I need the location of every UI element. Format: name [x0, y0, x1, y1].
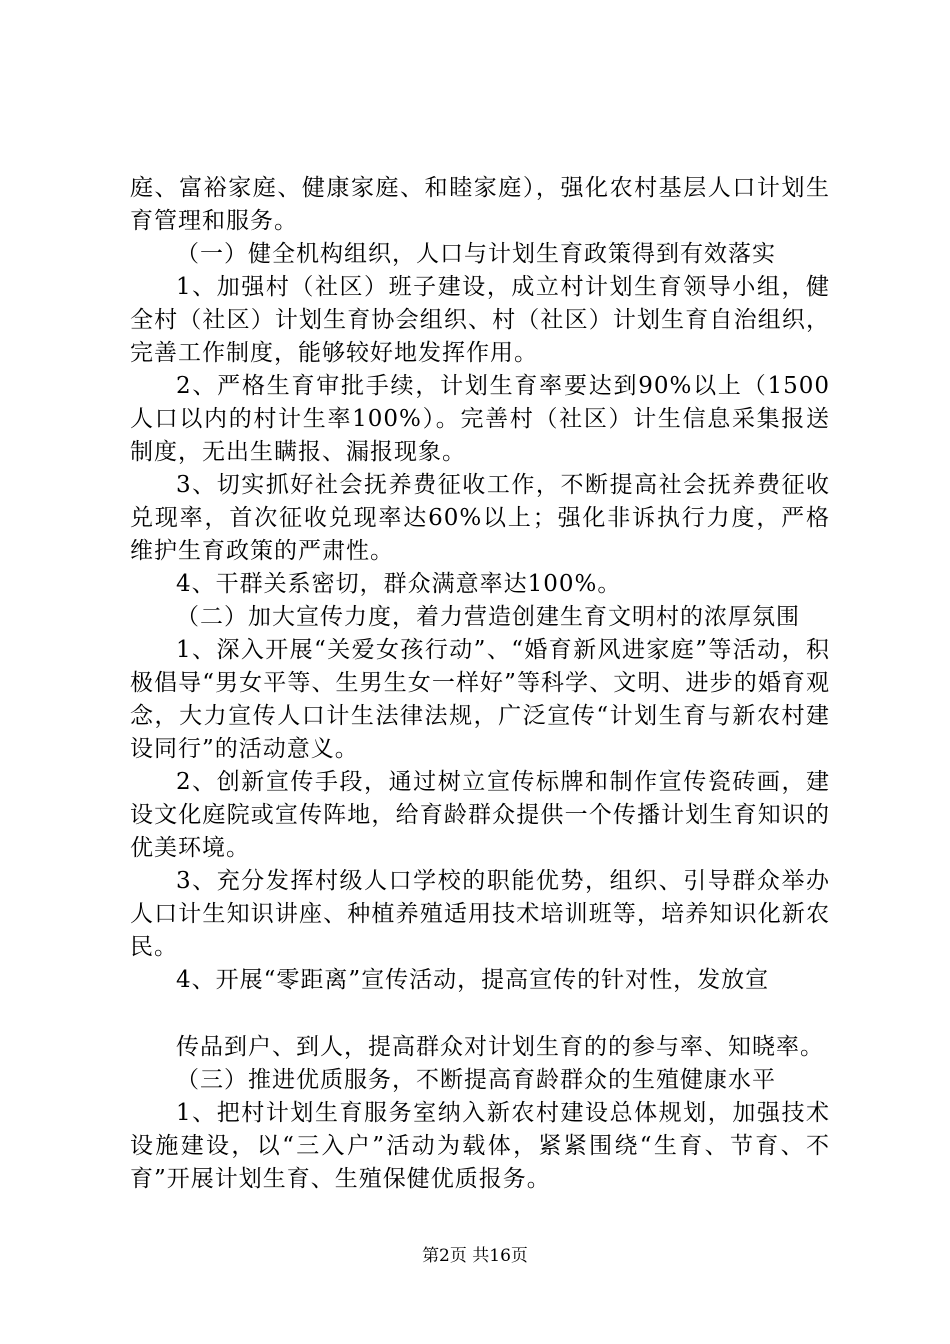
- section-heading-2: （二）加大宣传力度，着力营造创建生育文明村的浓厚氛围: [176, 604, 800, 630]
- paragraph-2-4: 4、开展“零距离”宣传活动，提高宣传的针对性，发放宣: [176, 967, 770, 993]
- section-heading-1: （一）健全机构组织，人口与计划生育政策得到有效落实: [176, 241, 776, 267]
- paragraph-gap: [130, 997, 830, 1031]
- paragraph-2-1: 1、深入开展“关爱女孩行动”、“婚育新风进家庭”等活动，积极倡导“男女平等、生男生女一样好”等科学、文明、进步的婚育观念，大力宣传人口计生法律法规，广泛宣传“计划生育与新农村建设同行”的活动意义。: [130, 637, 830, 762]
- paragraph-3-1: 1、把村计划生育服务室纳入新农村建设总体规划，加强技术设施建设，以“三入户”活动为载体，紧紧围绕“生育、节育、不育”开展计划生育、生殖保健优质报务。: [130, 1100, 830, 1192]
- paragraph-2-2: 2、创新宣传手段，通过树立宣传标牌和制作宣传瓷砖画，建设文化庭院或宣传阵地，给育龄群众提供一个传播计划生育知识的优美环境。: [130, 769, 830, 861]
- paragraph-2-4-continued: 传品到户、到人，提高群众对计划生育的的参与率、知晓率。: [176, 1034, 824, 1060]
- paragraph-continuation: 庭、富裕家庭、健康家庭、和睦家庭），强化农村基层人口计划生育管理和服务。: [130, 175, 830, 234]
- paragraph-1-4: 4、干群关系密切，群众满意率达100%。: [176, 571, 622, 597]
- page-footer: 第2页 共16页: [422, 1246, 528, 1266]
- section-heading-3: （三）推进优质服务，不断提高育龄群众的生殖健康水平: [176, 1067, 776, 1093]
- paragraph-2-3: 3、充分发挥村级人口学校的职能优势，组织、引导群众举办人口计生知识讲座、种植养殖适用技术培训班等，培养知识化新农民。: [130, 868, 830, 960]
- document-body: [130, 172, 830, 1196]
- paragraph-1-3: 3、切实抓好社会抚养费征收工作，不断提高社会抚养费征收兑现率，首次征收兑现率达60%以上；强化非诉执行力度，严格维护生育政策的严肃性。: [130, 472, 830, 564]
- paragraph-1-1: 1、加强村（社区）班子建设，成立村计划生育领导小组，健全村（社区）计划生育协会组织、村（社区）计划生育自治组织，完善工作制度，能够较好地发挥作用。: [130, 274, 830, 366]
- paragraph-1-2: 2、严格生育审批手续，计划生育率要达到90%以上（1500人口以内的村计生率100%）。完善村（社区）计生信息采集报送制度，无出生瞒报、漏报现象。: [130, 373, 830, 465]
